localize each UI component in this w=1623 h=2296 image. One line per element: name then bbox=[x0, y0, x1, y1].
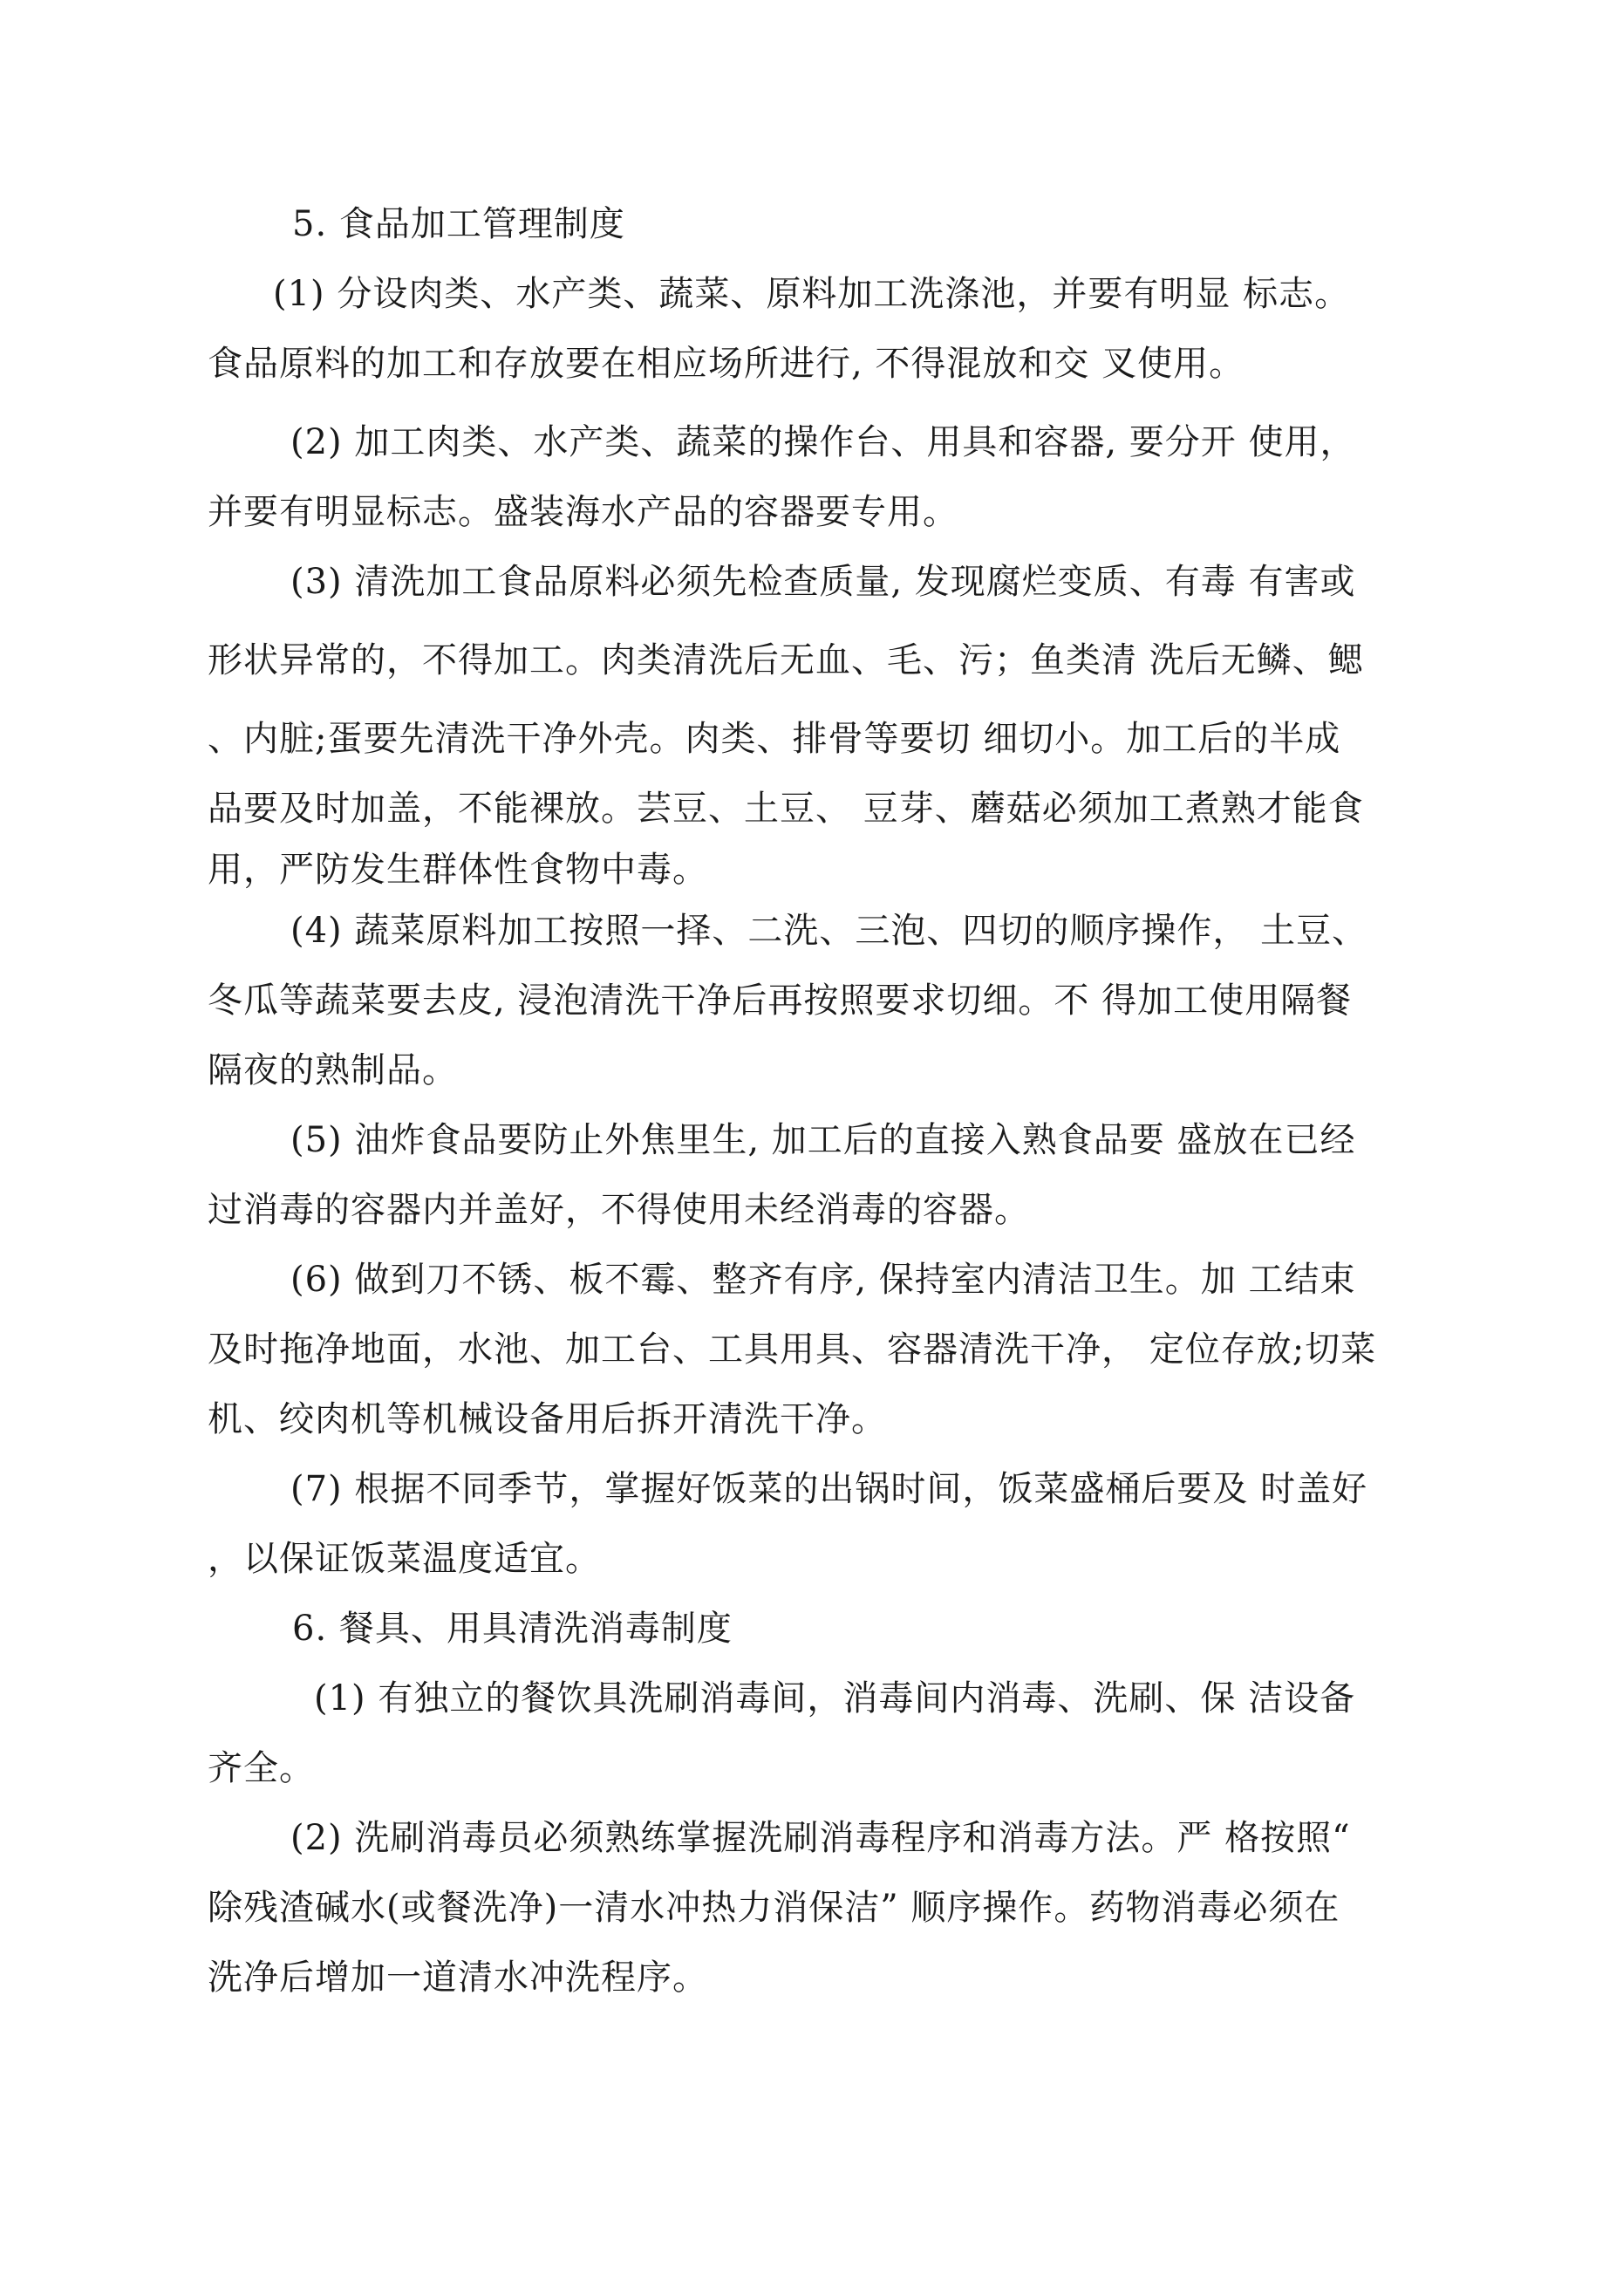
paragraph-line: 食品原料的加工和存放要在相应场所进行, 不得混放和交 叉使用。 bbox=[208, 344, 1245, 384]
paragraph-line: (5) 油炸食品要防止外焦里生, 加工后的直接入熟食品要 盛放在已经 bbox=[290, 1120, 1356, 1160]
paragraph-line: (1) 有独立的餐饮具洗刷消毒间，消毒间内消毒、洗刷、保 洁设备 bbox=[314, 1678, 1356, 1719]
paragraph-line: 除残渣碱水(或餐洗净)一清水冲热力消保洁” 顺序操作。药物消毒必须在 bbox=[208, 1888, 1340, 1928]
paragraph-line: (2) 加工肉类、水产类、蔬菜的操作台、用具和容器, 要分开 使用， bbox=[290, 422, 1356, 462]
paragraph-line: (6) 做到刀不锈、板不霉、整齐有序, 保持室内清洁卫生。加 工结束 bbox=[290, 1260, 1356, 1300]
paragraph-line: (4) 蔬菜原料加工按照一择、二洗、三泡、四切的顺序操作， 土豆、 bbox=[290, 911, 1368, 951]
paragraph-line: ，以保证饭菜温度适宜。 bbox=[208, 1539, 601, 1579]
paragraph-line: (2) 洗刷消毒员必须熟练掌握洗刷消毒程序和消毒方法。严 格按照“ bbox=[290, 1818, 1351, 1858]
section-heading-5: 5. 食品加工管理制度 bbox=[292, 204, 625, 244]
section-heading-6: 6. 餐具、用具清洗消毒制度 bbox=[292, 1609, 733, 1649]
paragraph-line: 形状异常的，不得加工。肉类清洗后无血、毛、污；鱼类清 洗后无鳞、鳃 bbox=[208, 640, 1364, 680]
paragraph-line: 用，严防发生群体性食物中毒。 bbox=[208, 850, 708, 890]
paragraph-line: 并要有明显标志。盛装海水产品的容器要专用。 bbox=[208, 492, 958, 532]
paragraph-line: (7) 根据不同季节，掌握好饭菜的出锅时间，饭菜盛桶后要及 时盖好 bbox=[290, 1469, 1368, 1509]
paragraph-line: (3) 清洗加工食品原料必须先检查质量, 发现腐烂变质、有毒 有害或 bbox=[290, 562, 1356, 602]
paragraph-line: 过消毒的容器内并盖好，不得使用未经消毒的容器。 bbox=[208, 1190, 1030, 1230]
paragraph-line: 及时拖净地面，水池、加工台、工具用具、容器清洗干净， 定位存放;切菜 bbox=[208, 1329, 1377, 1370]
paragraph-line: 、内脏;蛋要先清洗干净外壳。肉类、排骨等要切 细切小。加工后的半成 bbox=[208, 719, 1341, 759]
paragraph-line: 洗净后增加一道清水冲洗程序。 bbox=[208, 1958, 708, 1998]
paragraph-line: 隔夜的熟制品。 bbox=[208, 1050, 458, 1090]
paragraph-line: 机、绞肉机等机械设备用后拆开清洗干净。 bbox=[208, 1399, 887, 1439]
paragraph-line: 品要及时加盖，不能裸放。芸豆、土豆、 豆芽、蘑菇必须加工煮熟才能食 bbox=[208, 789, 1364, 829]
paragraph-line: 冬瓜等蔬菜要去皮, 浸泡清洗干净后再按照要求切细。不 得加工使用隔餐 bbox=[208, 981, 1353, 1021]
paragraph-line: 齐全。 bbox=[208, 1748, 315, 1788]
paragraph-line: (1) 分设肉类、水产类、蔬菜、原料加工洗涤池，并要有明显 标志。 bbox=[273, 274, 1351, 314]
